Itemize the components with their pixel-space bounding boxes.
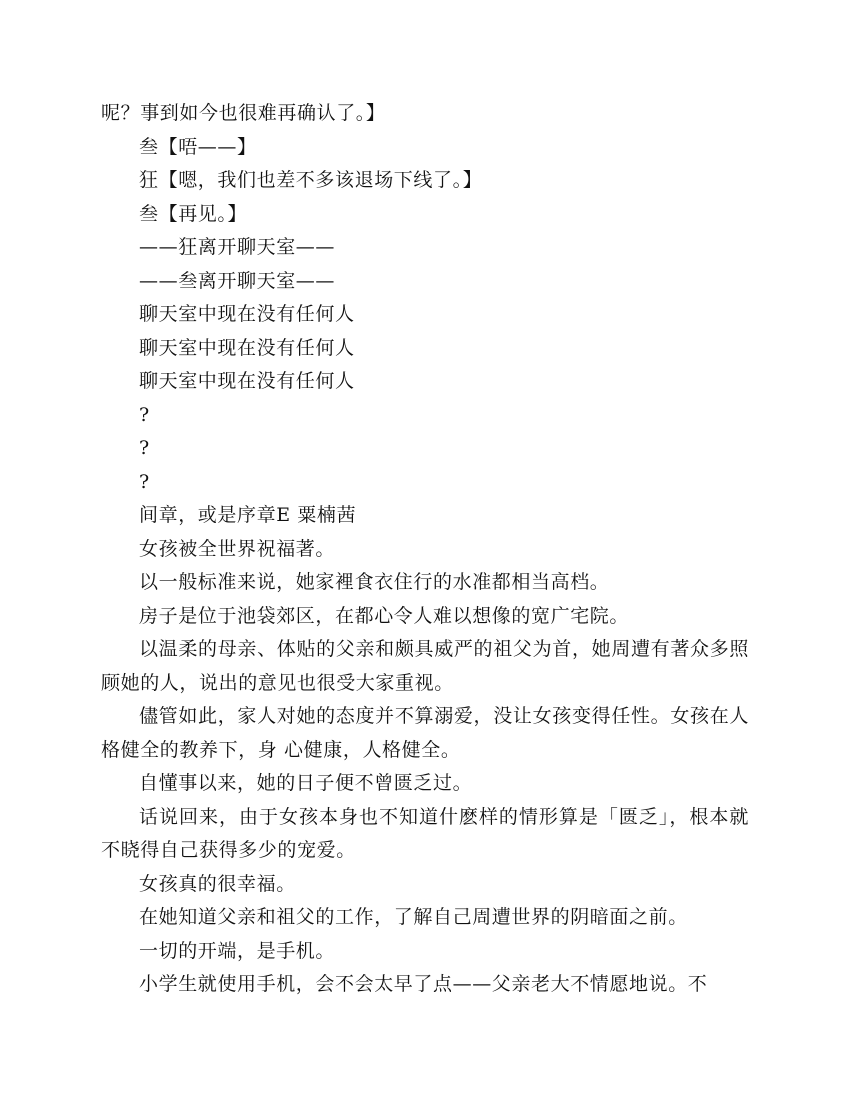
paragraph: 房子是位于池袋郊区，在都心令人难以想像的宽广宅院。 <box>139 604 630 627</box>
paragraph: 以温柔的母亲、体贴的父亲和颇具威严的祖父为首，她周遭有著众多照顾她的人，说出的意见也很受大家重视。 <box>101 638 749 694</box>
paragraph: 聊天室中现在没有任何人 <box>139 370 355 392</box>
paragraph: 话说回来，由于女孩本身也不知道什麽样的情形算是「匮乏」，根本就不晓得自己获得多少的宠爱。 <box>101 805 749 861</box>
paragraph: 聊天室中现在没有任何人 <box>139 336 355 359</box>
paragraph: ? <box>139 470 150 493</box>
paragraph: 女孩被全世界祝福著。 <box>139 537 336 560</box>
paragraph: ——叁离开聊天室—— <box>139 269 336 292</box>
paragraph: 一切的开端，是手机。 <box>139 939 336 962</box>
paragraph: 在她知道父亲和祖父的工作，了解自己周遭世界的阴暗面之前。 <box>139 906 688 928</box>
paragraph: 呢？事到如今也很难再确认了。】 <box>101 102 386 124</box>
paragraph: 狂【嗯，我们也差不多该退场下线了。】 <box>139 169 483 191</box>
paragraph: 小学生就使用手机，会不会太早了点——父亲老大不情愿地说。不 <box>139 973 708 995</box>
paragraph: 聊天室中现在没有任何人 <box>139 303 355 325</box>
paragraph: ——狂离开聊天室—— <box>139 236 336 258</box>
paragraph: 以一般标准来说，她家裡食衣住行的水准都相当高档。 <box>139 571 610 593</box>
paragraph: ? <box>139 403 150 426</box>
paragraph: 叁【再见。】 <box>139 202 248 225</box>
paragraph: 儘管如此，家人对她的态度并不算溺爱，没让女孩变得任性。女孩在人格健全的教养下，身 心健康，人格健全。 <box>101 705 749 761</box>
paragraph: 叁【唔——】 <box>139 135 257 158</box>
paragraph: 自懂事以来，她的日子便不曾匮乏过。 <box>139 772 473 794</box>
body-text <box>101 97 749 1002</box>
paragraph: 女孩真的很幸福。 <box>139 872 296 895</box>
chapter-heading: 间章，或是序章E 粟楠茜 <box>139 504 357 526</box>
paragraph: ? <box>139 437 150 459</box>
